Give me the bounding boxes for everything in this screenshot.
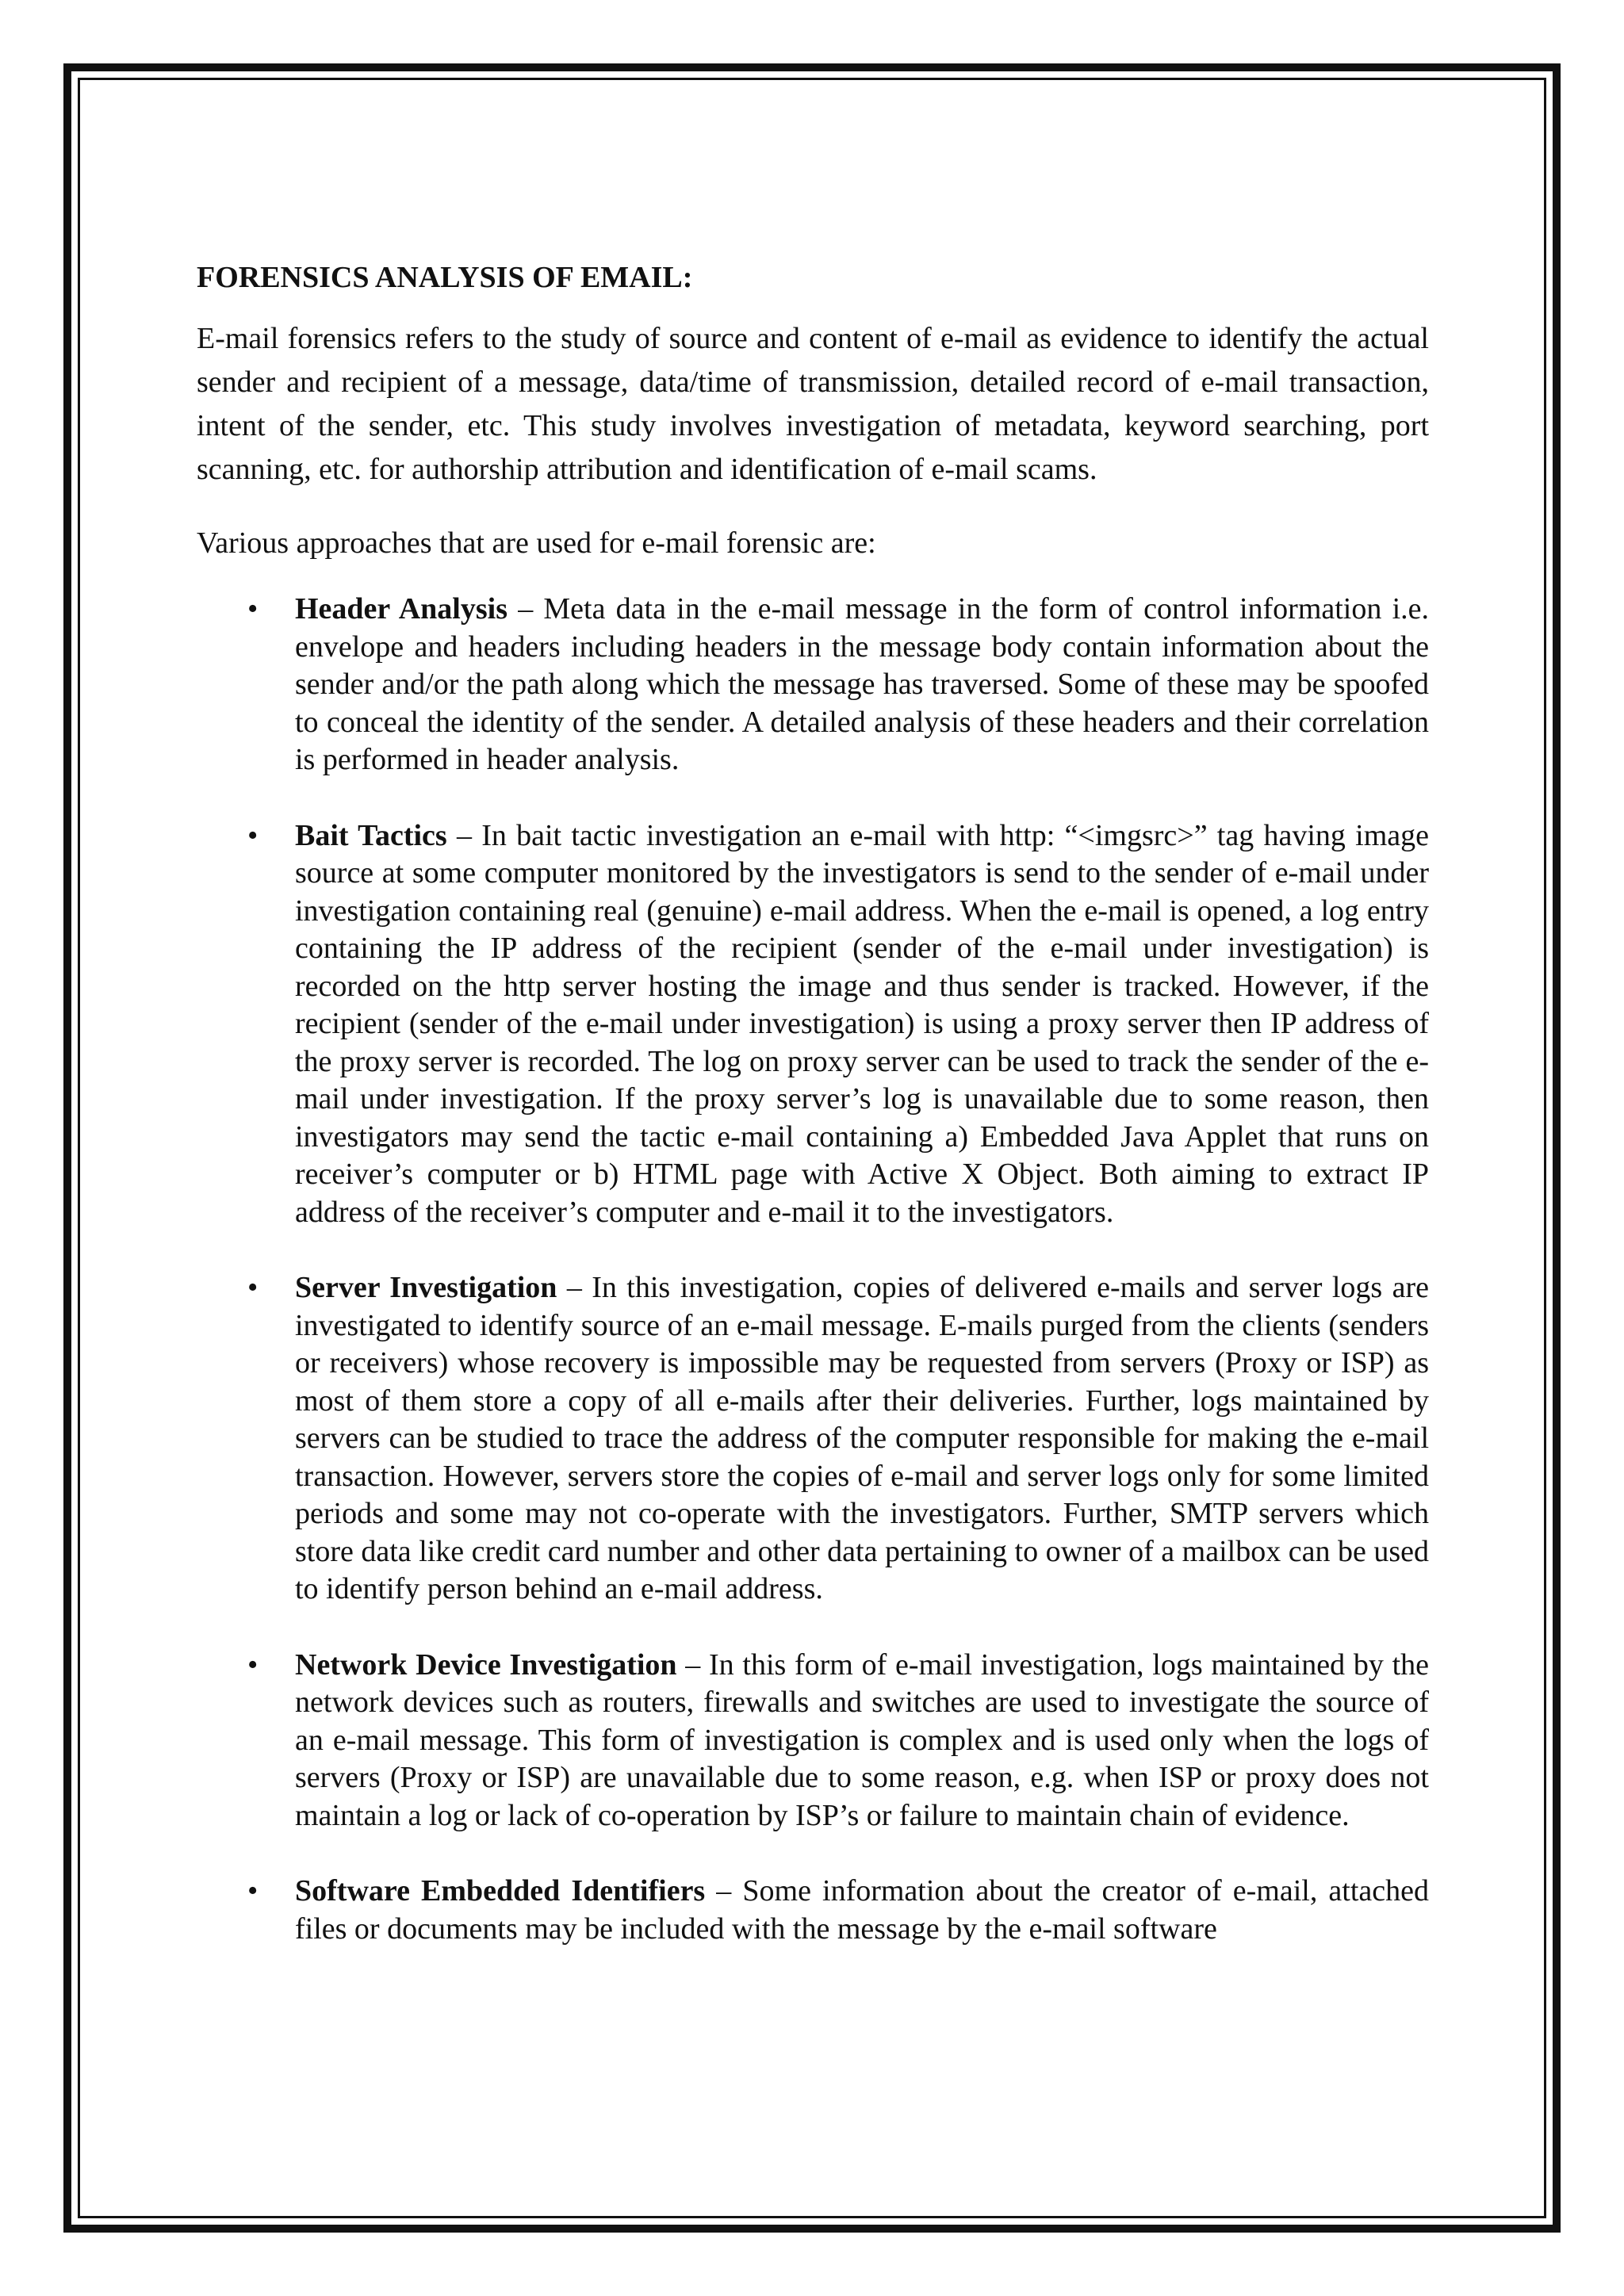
approach-description: – Meta data in the e-mail message in the form of control information i.e. envelope and headers including headers in the message body contain information about the sender and/or the path along which the message has traversed. Some of these may be spoofed to conceal the identity of the sender. A detailed analysis of these headers and their correlation is performed in header analysis. bbox=[295, 592, 1429, 776]
approach-term: Network Device Investigation bbox=[295, 1647, 677, 1682]
approaches-intro: Various approaches that are used for e-mail forensic are: bbox=[197, 526, 876, 560]
approach-item-network-device-investigation bbox=[197, 1647, 1429, 1835]
bullet-icon: • bbox=[247, 818, 259, 852]
intro-paragraph: E-mail forensics refers to the study of source and content of e-mail as evidence to identify the actual sender and recipient of a message, data/time of transmission, detailed record of e-mail transaction, intent of the sender, etc. This study involves investigation of metadata, keyword searching, port scanning, etc. for authorship attribution and identification of e-mail scams. bbox=[197, 322, 1429, 486]
approach-description: – In this form of e-mail investigation, logs maintained by the network devices such as routers, firewalls and switches are used to investigate the source of an e-mail message. This form of investigation is complex and is used only when the logs of servers (Proxy or ISP) are unavailable due to some reason, e.g. when ISP or proxy does not maintain a log or lack of co-operation by ISP’s or failure to maintain chain of evidence. bbox=[295, 1647, 1430, 1832]
approach-item-header-analysis bbox=[197, 591, 1429, 779]
bullet-icon: • bbox=[247, 1647, 259, 1682]
approach-description: – In bait tactic investigation an e-mail with http: “<imgsrc>” tag having image source at some computer monitored by the investigators is send to the sender of e-mail under investigation containing real (genuine) e-mail address. When the e-mail is opened, a log entry containing the IP address of the recipient (sender of the e-mail under investigation) is recorded on the http server hosting the image and thus sender is tracked. However, if the recipient (sender of the e-mail under investigation) is using a proxy server then IP address of the proxy server is recorded. The log on proxy server can be used to track the sender of the e-mail under investigation. If the proxy server’s log is unavailable due to some reason, then investigators may send the tactic e-mail containing a) Embedded Java Applet that runs on receiver’s computer or b) HTML page with Active X Object. Both aiming to extract IP address of the receiver’s computer and e-mail it to the investigators. bbox=[295, 818, 1429, 1229]
approach-item-server-investigation bbox=[197, 1269, 1429, 1609]
approach-term: Bait Tactics bbox=[295, 818, 447, 852]
approaches-list bbox=[197, 591, 1429, 1948]
section-heading: FORENSICS ANALYSIS OF EMAIL: bbox=[197, 261, 693, 294]
approach-term: Header Analysis bbox=[295, 592, 508, 626]
bullet-icon: • bbox=[247, 1874, 259, 1908]
approach-description: – In this investigation, copies of delivered e-mails and server logs are investigated to identify source of an e-mail message. E-mails purged from the clients (senders or receivers) whose recovery is impossible may be requested from servers (Proxy or ISP) as most of them store a copy of all e-mails after their deliveries. Further, logs maintained by servers can be studied to trace the address of the computer responsible for making the e-mail transaction. However, servers store the copies of e-mail and server logs only for some limited periods and some may not co-operate with the investigators. Further, SMTP servers which store data like credit card number and other data pertaining to owner of a mailbox can be used to identify person behind an e-mail address. bbox=[295, 1271, 1429, 1605]
document-body bbox=[197, 255, 1429, 1986]
approach-item-bait-tactics bbox=[197, 817, 1429, 1232]
bullet-icon: • bbox=[247, 592, 259, 626]
approach-term: Server Investigation bbox=[295, 1271, 557, 1304]
approach-term: Software Embedded Identifiers bbox=[295, 1874, 706, 1908]
approach-description: – Some information about the creator of e-mail, attached files or documents may be included with the message by the e-mail software bbox=[295, 1874, 1429, 1946]
bullet-icon: • bbox=[247, 1271, 259, 1304]
approach-item-software-embedded-identifiers bbox=[197, 1873, 1429, 1948]
